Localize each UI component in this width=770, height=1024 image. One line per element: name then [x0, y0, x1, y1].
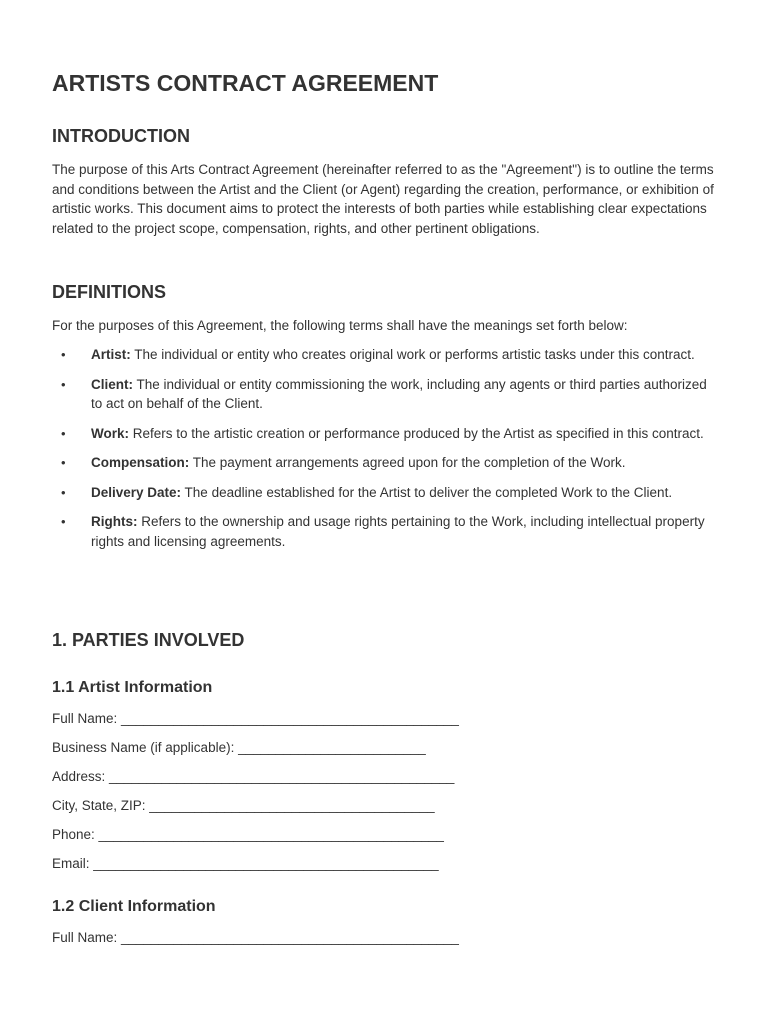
definitions-intro: For the purposes of this Agreement, the following terms shall have the meanings set forth below:: [52, 318, 628, 333]
definition-item: [52, 424, 710, 444]
definitions-list: [52, 345, 710, 551]
definition-term: Work:: [91, 425, 130, 441]
artist-email-field: Email: ______________________________________________: [52, 856, 439, 871]
bullet-icon: •: [61, 514, 66, 529]
document-title: ARTISTS CONTRACT AGREEMENT: [52, 70, 439, 96]
definition-term: Artist:: [91, 347, 131, 362]
artist-phone-field: Phone: ______________________________________________: [52, 827, 444, 842]
client-info-heading: 1.2 Client Information: [52, 898, 216, 915]
definition-item: [52, 375, 710, 414]
artist-address-field: Address: ______________________________________________: [52, 769, 455, 784]
definition-item: [52, 453, 710, 473]
definition-text: The payment arrangements agreed upon for the completion of the Work.: [189, 455, 626, 470]
definition-term: Compensation:: [91, 455, 190, 470]
introduction-heading: INTRODUCTION: [52, 126, 190, 146]
definition-text: The deadline established for the Artist to deliver the completed Work to the Client.: [181, 484, 673, 500]
definition-item: [52, 345, 710, 365]
artist-business-name-field: Business Name (if applicable): _________________________: [52, 740, 426, 755]
bullet-icon: •: [61, 425, 66, 441]
definition-text: Refers to the ownership and usage rights pertaining to the Work, including intellectual property rights and licensing agreements.: [91, 514, 705, 549]
definition-item: [52, 483, 710, 503]
definition-term: Client:: [91, 376, 133, 392]
definition-text: Refers to the artistic creation or performance produced by the Artist as specified in this contract.: [129, 425, 704, 441]
definition-text: The individual or entity commissioning the work, including any agents or third parties authorized to act on behalf of the Client.: [91, 376, 707, 411]
bullet-icon: •: [61, 484, 66, 500]
bullet-icon: •: [61, 376, 66, 392]
artist-info-heading: 1.1 Artist Information: [52, 679, 213, 696]
introduction-paragraph: The purpose of this Arts Contract Agreement (hereinafter referred to as the "Agreement") is to outline the terms and conditions between the Artist and the Client (or Agent) regarding the creation, performance, or exhibition of artistic works. This document aims to protect the interests of both parties while establishing clear expectations related to the project scope, compensation, rights, and other pertinent obligations.: [52, 162, 714, 236]
parties-heading: 1. PARTIES INVOLVED: [52, 630, 245, 650]
definition-text: The individual or entity who creates original work or performs artistic tasks under this contract.: [130, 347, 695, 362]
definition-item: [52, 512, 710, 551]
client-full-name-field: Full Name: _____________________________________________: [52, 930, 459, 945]
definition-term: Delivery Date:: [91, 484, 182, 500]
bullet-icon: •: [61, 455, 66, 470]
definitions-heading: DEFINITIONS: [52, 282, 167, 302]
definition-term: Rights:: [91, 514, 138, 529]
bullet-icon: •: [61, 347, 66, 362]
artist-city-state-zip-field: City, State, ZIP: ______________________________________: [52, 798, 435, 813]
artist-full-name-field: Full Name: _____________________________________________: [52, 711, 459, 726]
